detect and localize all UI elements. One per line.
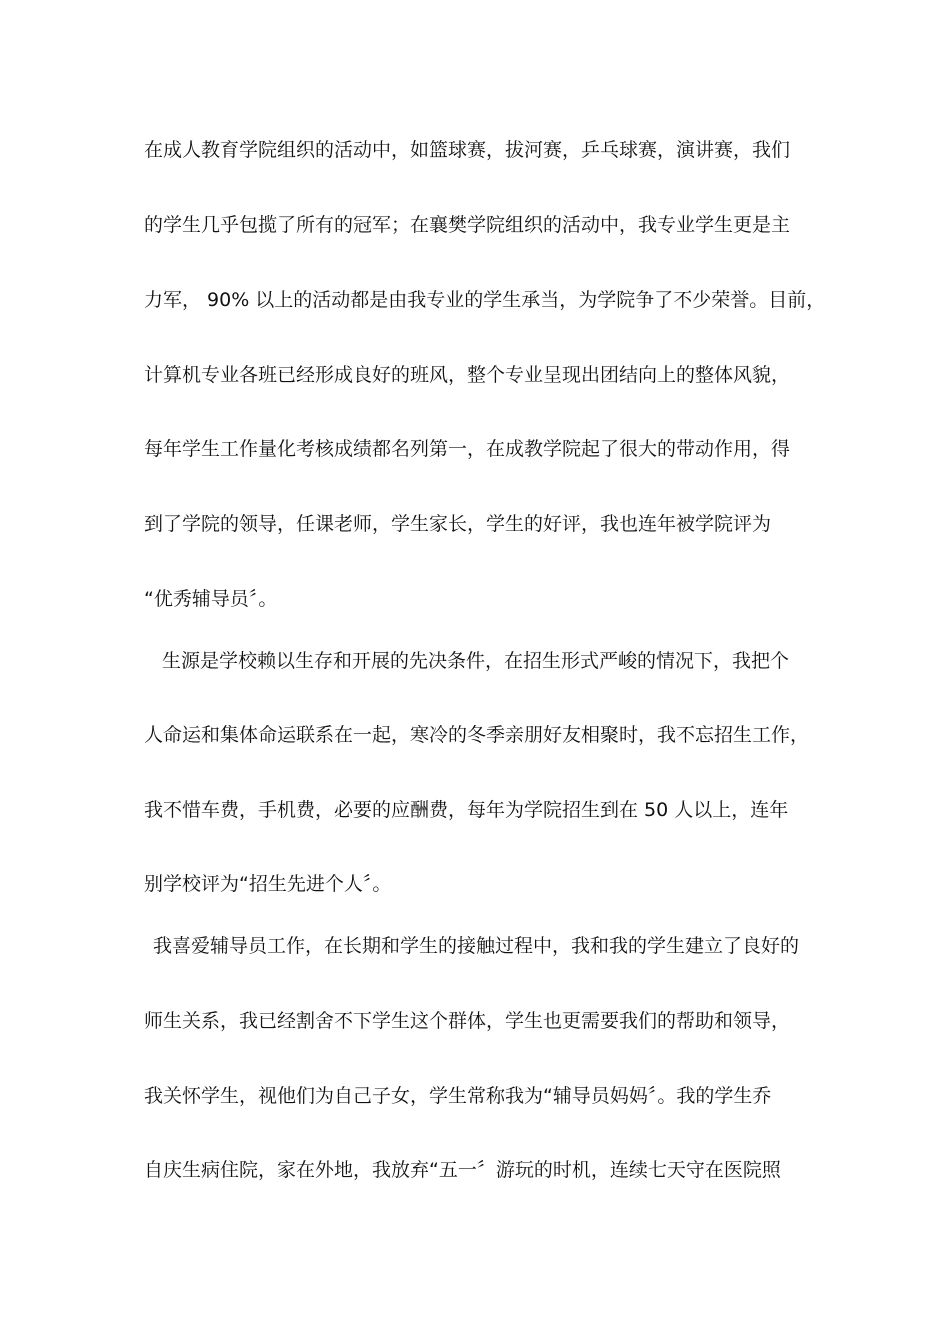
- text-line: 师生关系，我已经割舍不下学生这个群体，学生也更需要我们的帮助和领导，: [144, 1010, 791, 1032]
- text-line: 别学校评为“招生先进个人〞。: [144, 873, 392, 895]
- text-line: 计算机专业各班已经形成良好的班风，整个专业呈现出团结向上的整体风貌，: [144, 364, 791, 386]
- text-line: 我不惜车费，手机费，必要的应酬费，每年为学院招生到在 50 人以上，连年: [144, 799, 789, 821]
- paragraph-start-line: 我喜爱辅导员工作，在长期和学生的接触过程中，我和我的学生建立了良好的: [153, 935, 800, 957]
- paragraph-start-line: 生源是学校赖以生存和开展的先决条件，在招生形式严峻的情况下，我把个: [162, 650, 790, 672]
- text-line: 到了学院的领导，任课老师，学生家长，学生的好评，我也连年被学院评为: [144, 513, 772, 535]
- text-line: “优秀辅导员〞。: [144, 588, 278, 610]
- text-line: 每年学生工作量化考核成绩都名列第一，在成教学院起了很大的带动作用，得: [144, 438, 791, 460]
- text-line: 力军， 90% 以上的活动都是由我专业的学生承当，为学院争了不少荣誉。目前，: [144, 289, 826, 311]
- text-line: 我关怀学生，视他们为自己子女，学生常称我为“辅导员妈妈〞。我的学生乔: [144, 1085, 772, 1107]
- text-line: 在成人教育学院组织的活动中，如篮球赛，拔河赛，乒乓球赛，演讲赛，我们: [144, 139, 791, 161]
- text-line: 的学生几乎包揽了所有的冠军；在襄樊学院组织的活动中，我专业学生更是主: [144, 214, 791, 236]
- text-line: 自庆生病住院，家在外地，我放弃“五一〞游玩的时机，连续七天守在医院照: [144, 1159, 781, 1181]
- text-line: 人命运和集体命运联系在一起，寒冷的冬季亲朋好友相聚时，我不忘招生工作，: [144, 724, 810, 746]
